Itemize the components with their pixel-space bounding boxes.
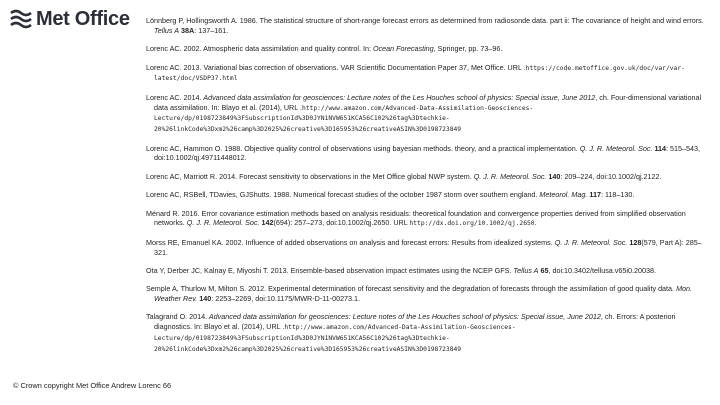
reference-authors: Lorenc AC, RSBell, TDavies, GJShutts. 1988. xyxy=(146,190,292,200)
reference-authors: Lorenc AC, Marriott R. 2014. xyxy=(146,171,238,181)
reference-text: , ch. Errors: A posteriori diagnostics. In: Blayo et al. (2014), URL xyxy=(154,312,676,332)
reference-authors: Ménard R. 2016. xyxy=(146,208,200,218)
reference-text: Error covariance estimation methods based on analysis residuals: theoretical foundation and convergence properties derived from simplified observation networks. xyxy=(154,208,686,228)
reference-item xyxy=(146,172,712,182)
reference-authors: Lorenc AC. 2013. xyxy=(146,62,202,72)
reference-item xyxy=(146,209,712,230)
reference-item xyxy=(146,266,712,276)
reference-list xyxy=(146,16,712,363)
reference-journal: Q. J. R. Meteorol. Soc. xyxy=(579,143,653,153)
reference-volume: 140 xyxy=(199,294,212,304)
footer xyxy=(0,377,720,394)
reference-authors: Lorenc AC, Hammon O. 1988. xyxy=(146,143,243,153)
reference-journal: Tellus A xyxy=(513,265,539,275)
reference-pages: (694): 257–273, doi:10.1002/qj.2650. URL xyxy=(273,218,410,228)
reference-pages: : 137–161. xyxy=(194,25,229,35)
reference-url-link[interactable]: http://dx.doi.org/10.1002/qj.2650 xyxy=(409,220,535,228)
reference-pages: , doi:10.3402/tellusa.v65i0.20038. xyxy=(548,265,656,275)
reference-book-title: Advanced data assimilation for geosciences: Lecture notes of the Les Houches school of physics: Special issue, June 2012 xyxy=(207,312,601,322)
reference-url-link[interactable]: http://www.amazon.com/Advanced-Data-Assimilation-Geosciences-Lecture/dp/0198723849%3FSubscriptionId%3D0JYN1NVW651KCA56C102%26tag%3Dtechkie-20%26linkCode%3Dxm2%26camp%3D2025%26creative%3D165953%26creativeASIN%3D0198723849 xyxy=(154,324,516,353)
reference-item xyxy=(146,63,712,85)
footer-copyright: © Crown copyright Met Office Andrew Lorenc 66 xyxy=(13,381,172,390)
reference-authors: Lönnberg P, Hollingsworth A. 1986. xyxy=(146,16,258,25)
reference-item xyxy=(146,312,712,354)
reference-journal: Mon. Weather Rev. xyxy=(154,284,693,304)
reference-journal: Tellus A xyxy=(154,25,180,35)
reference-text: The statistical structure of short-range forecast errors as determined from radiosonde data. part ii: The covariance of height and wind errors. xyxy=(257,16,704,25)
reference-pages: : 515–543, doi:10.1002/qj.49711448012. xyxy=(154,143,701,163)
reference-journal: Ocean Forecasting xyxy=(372,44,434,54)
reference-pages: : 209–224, doi:10.1002/qj.2122. xyxy=(560,171,662,181)
reference-authors: Ota Y, Derber JC, Kalnay E, Miyoshi T. 2013. xyxy=(146,265,289,275)
reference-text: Variational bias correction of observations. VAR Scientific Documentation Paper 37, Met Office. URL xyxy=(201,62,524,72)
reference-text: Influence of added observations on analysis and forecast errors: Results from idealized systems. xyxy=(243,237,555,247)
reference-url-link[interactable]: http://www.amazon.com/Advanced-Data-Assimilation-Geosciences-Lecture/dp/0198723849%3FSubscriptionId%3D0JYN1NVW651KCA56C102%26tag%3Dtechkie-20%26linkCode%3Dxm2%26camp%3D2025%26creative%3D165953%26creativeASIN%3D0198723849 xyxy=(154,104,534,134)
reference-pages: (579, Part A): 285–321. xyxy=(154,237,702,257)
reference-item xyxy=(146,190,712,200)
reference-item xyxy=(146,144,712,164)
reference-volume: 114 xyxy=(654,143,667,153)
reference-tail: . xyxy=(534,218,537,228)
reference-text: Objective quality control of observations using bayesian methods. theory, and a practical implementation. xyxy=(242,143,580,153)
reference-authors: Lorenc AC. 2002. xyxy=(146,44,202,54)
reference-text: Forecast sensitivity to observations in the Met Office global NWP system. xyxy=(237,171,474,181)
reference-journal: Q. J. R. Meteorol. Soc. xyxy=(473,171,547,181)
reference-volume: 65 xyxy=(540,265,549,275)
reference-text: Numerical forecast studies of the october 1987 storm over southern england. xyxy=(291,190,540,200)
reference-authors: Lorenc AC. 2014. xyxy=(146,92,202,102)
met-office-wave-icon xyxy=(10,9,32,29)
reference-text: Atmospheric data assimilation and quality control. In: xyxy=(201,44,373,54)
reference-text: Ensemble-based observation impact estimates using the NCEP GFS. xyxy=(288,265,514,275)
reference-pages: , Springer, pp. 73–96. xyxy=(433,44,503,54)
reference-authors: Talagrand O. 2014. xyxy=(146,312,208,322)
reference-item xyxy=(146,238,712,258)
reference-book-title: Advanced data assimilation for geosciences: Lecture notes of the Les Houches school of physics: Special issue, June 2012 xyxy=(201,92,596,102)
reference-volume: 117 xyxy=(589,190,601,200)
reference-text: , ch. Four-dimensional variational data assimilation. In: Blayo et al. (2014), URL xyxy=(154,92,702,112)
reference-pages: : 2253–2269, doi:10.1175/MWR-D-11-00273.1. xyxy=(211,294,361,304)
reference-text: Experimental determination of forecast sensitivity and the degradation of forecasts through the assimilation of good quality data. xyxy=(266,284,677,294)
reference-journal: Q. J. R. Meteorol. Soc. xyxy=(554,237,628,247)
brand-name: Met Office xyxy=(36,8,130,30)
reference-authors: Semple A, Thurlow M, Milton S. 2012. xyxy=(146,284,267,294)
reference-item xyxy=(146,284,712,304)
met-office-logo xyxy=(10,9,130,29)
reference-item xyxy=(146,16,712,36)
reference-authors: Morss RE, Emanuel KA. 2002. xyxy=(146,237,244,247)
reference-item xyxy=(146,93,712,135)
reference-pages: . xyxy=(282,322,285,332)
reference-pages: . xyxy=(523,62,526,72)
reference-pages: . xyxy=(299,102,302,112)
reference-item xyxy=(146,44,712,54)
reference-journal: Q. J. R. Meteorol. Soc. xyxy=(186,218,260,228)
reference-journal: Meteorol. Mag. xyxy=(539,190,588,200)
reference-volume: 38A xyxy=(181,25,195,35)
reference-pages: : 118–130. xyxy=(600,190,635,200)
reference-volume: 140 xyxy=(548,171,561,181)
reference-volume: 128 xyxy=(629,237,642,247)
reference-volume: 142 xyxy=(261,218,274,228)
reference-url-link[interactable]: https://code.metoffice.gov.uk/doc/var/var-latest/doc/VSDP37.html xyxy=(154,64,685,83)
